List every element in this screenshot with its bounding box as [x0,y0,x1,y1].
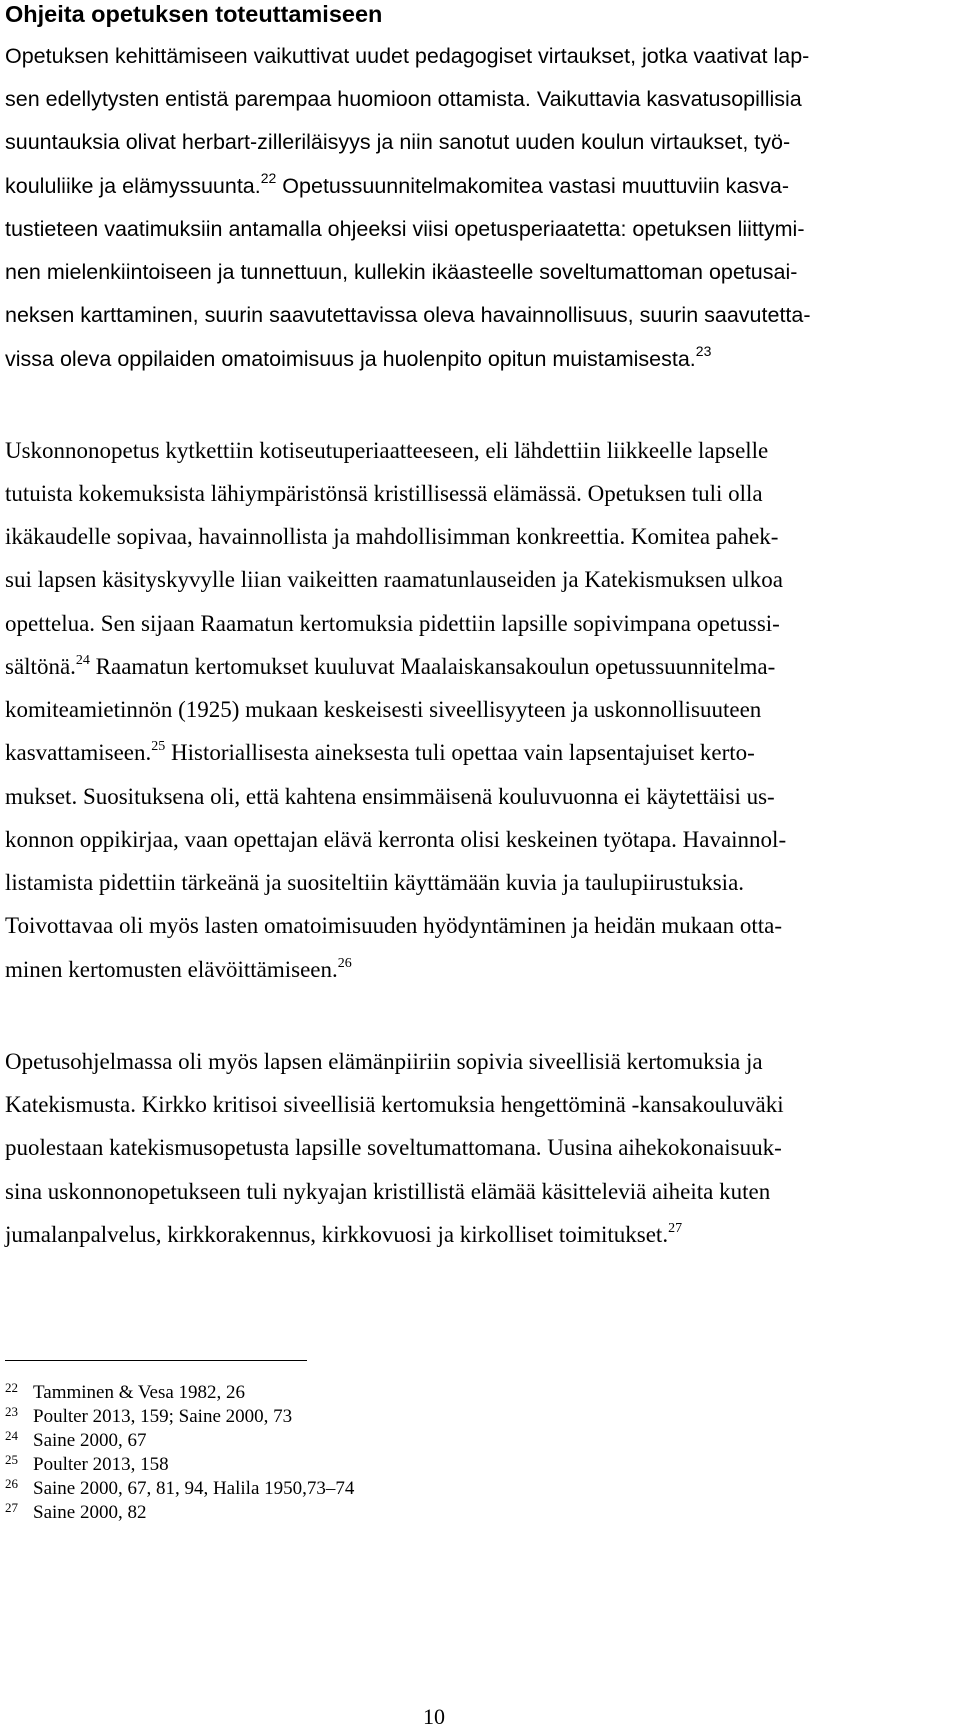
text-line [5,957,960,987]
text-line: puolestaan katekismusopetusta lapsille soveltumattomana. Uusina aihekokonaisuuk- [5,1135,782,1160]
text-line: komiteamietinnön (1925) mukaan keskeisesti siveellisyyteen ja uskonnollisuuteen [5,697,762,722]
text-line: mukset. Suosituksena oli, että kahtena ensimmäisenä kouluvuonna ei käytettäisi us- [5,784,775,809]
text-run: minen kertomusten elävöittämiseen. [5,957,338,982]
text-line: listamista pidettiin tärkeänä ja suositeltiin käyttämään kuvia ja taulupiirustuksia. [5,870,745,895]
text-run: koululiike ja elämyssuunta. [5,174,261,198]
text-line: tustieteen vaatimuksiin antamalla ohjeeksi viisi opetusperiaatetta: opetuksen liittymi- [5,217,805,241]
text-run: jumalanpalvelus, kirkkorakennus, kirkkovuosi ja kirkolliset toimitukset. [5,1222,669,1247]
text-line: nen mielenkiintoiseen ja tunnettuun, kullekin ikäasteelle soveltumattoman opetusai- [5,260,798,284]
text-run: Opetussuunnitelmakomitea vastasi muuttuviin kasva- [276,174,789,198]
text-run: Raamatun kertomukset kuuluvat Maalaiskansakoulun opetussuunnitelma- [89,654,776,679]
text-line: tutuista kokemuksista lähiympäristönsä kristillisessä elämässä. Opetuksen tuli olla [5,481,763,506]
text-line: Uskonnonopetus kytkettiin kotiseutuperiaatteeseen, eli lähdettiin liikkeelle lapselle [5,438,769,463]
text-line: sen edellytysten entistä parempaa huomioon ottamista. Vaikuttavia kasvatusopillisia [5,87,802,111]
footnote-ref: 27 [668,1221,683,1236]
footnote-ref: 22 [260,170,277,186]
text-line [5,1222,960,1252]
text-line: sui lapsen käsityskyvylle liian vaikeitten raamatunlauseiden ja Katekismuksen ulkoa [5,567,783,592]
footnote-number: 27 [5,1500,18,1515]
footnote-number: 25 [5,1452,18,1467]
footnote-ref: 23 [695,343,712,359]
footnote-number: 26 [5,1476,18,1491]
footnote-number: 23 [5,1404,18,1419]
text-line: Toivottavaa oli myös lasten omatoimisuuden hyödyntäminen ja heidän mukaan otta- [5,913,783,938]
text-line [5,343,960,374]
text-line [5,740,960,770]
footnote-text: Poulter 2013, 158 [33,1454,169,1475]
footnote [5,1406,292,1429]
text-line: neksen karttaminen, suurin saavutettavissa oleva havainnollisuus, suurin saavutetta- [5,303,811,327]
text-line: ikäkaudelle sopivaa, havainnollista ja mahdollisimman konkreettia. Komitea pahek- [5,524,779,549]
footnote-text: Saine 2000, 67, 81, 94, Halila 1950,73–74 [33,1478,355,1499]
footnote-ref: 26 [337,956,352,971]
text-run: sältönä. [5,654,76,679]
page-number: 10 [423,1704,445,1729]
text-line: suuntauksia olivat herbart-zilleriläisyys ja niin sanotut uuden koulun virtaukset, työ- [5,130,791,154]
text-line [5,170,960,201]
footnote [5,1382,245,1405]
text-run: vissa oleva oppilaiden omatoimisuus ja huolenpito opitun muistamisesta. [5,347,696,371]
footnote-text: Saine 2000, 82 [33,1502,147,1523]
footnote-text: Saine 2000, 67 [33,1430,147,1451]
footnote-ref: 24 [75,653,90,668]
text-run: kasvattamiseen. [5,740,152,765]
footnote-separator [5,1360,307,1361]
footnote-ref: 25 [151,739,166,754]
text-run: Historiallisesta aineksesta tuli opettaa vain lapsentajuiset kerto- [165,740,755,765]
footnote-text: Tamminen & Vesa 1982, 26 [33,1382,246,1403]
footnote-number: 22 [5,1380,18,1395]
text-line: opettelua. Sen sijaan Raamatun kertomuksia pidettiin lapsille sopivimpana opetussi- [5,611,780,636]
text-line: konnon oppikirjaa, vaan opettajan elävä kerronta olisi keskeinen työtapa. Havainnol- [5,827,787,852]
text-line: Opetusohjelmassa oli myös lapsen elämänpiiriin sopivia siveellisiä kertomuksia ja [5,1049,763,1074]
text-line: Katekismusta. Kirkko kritisoi siveellisiä kertomuksia hengettöminä -kansakouluväki [5,1092,784,1117]
section-heading: Ohjeita opetuksen toteuttamiseen [5,1,383,27]
footnote-text: Poulter 2013, 159; Saine 2000, 73 [33,1406,293,1427]
text-line: Opetuksen kehittämiseen vaikuttivat uudet pedagogiset virtaukset, jotka vaativat lap- [5,44,810,68]
footnote [5,1502,146,1525]
footnote-number: 24 [5,1428,18,1443]
text-line: sina uskonnonopetukseen tuli nykyajan kristillistä elämää käsitteleviä aiheita kuten [5,1179,771,1204]
text-line [5,654,960,684]
footnote [5,1478,354,1501]
